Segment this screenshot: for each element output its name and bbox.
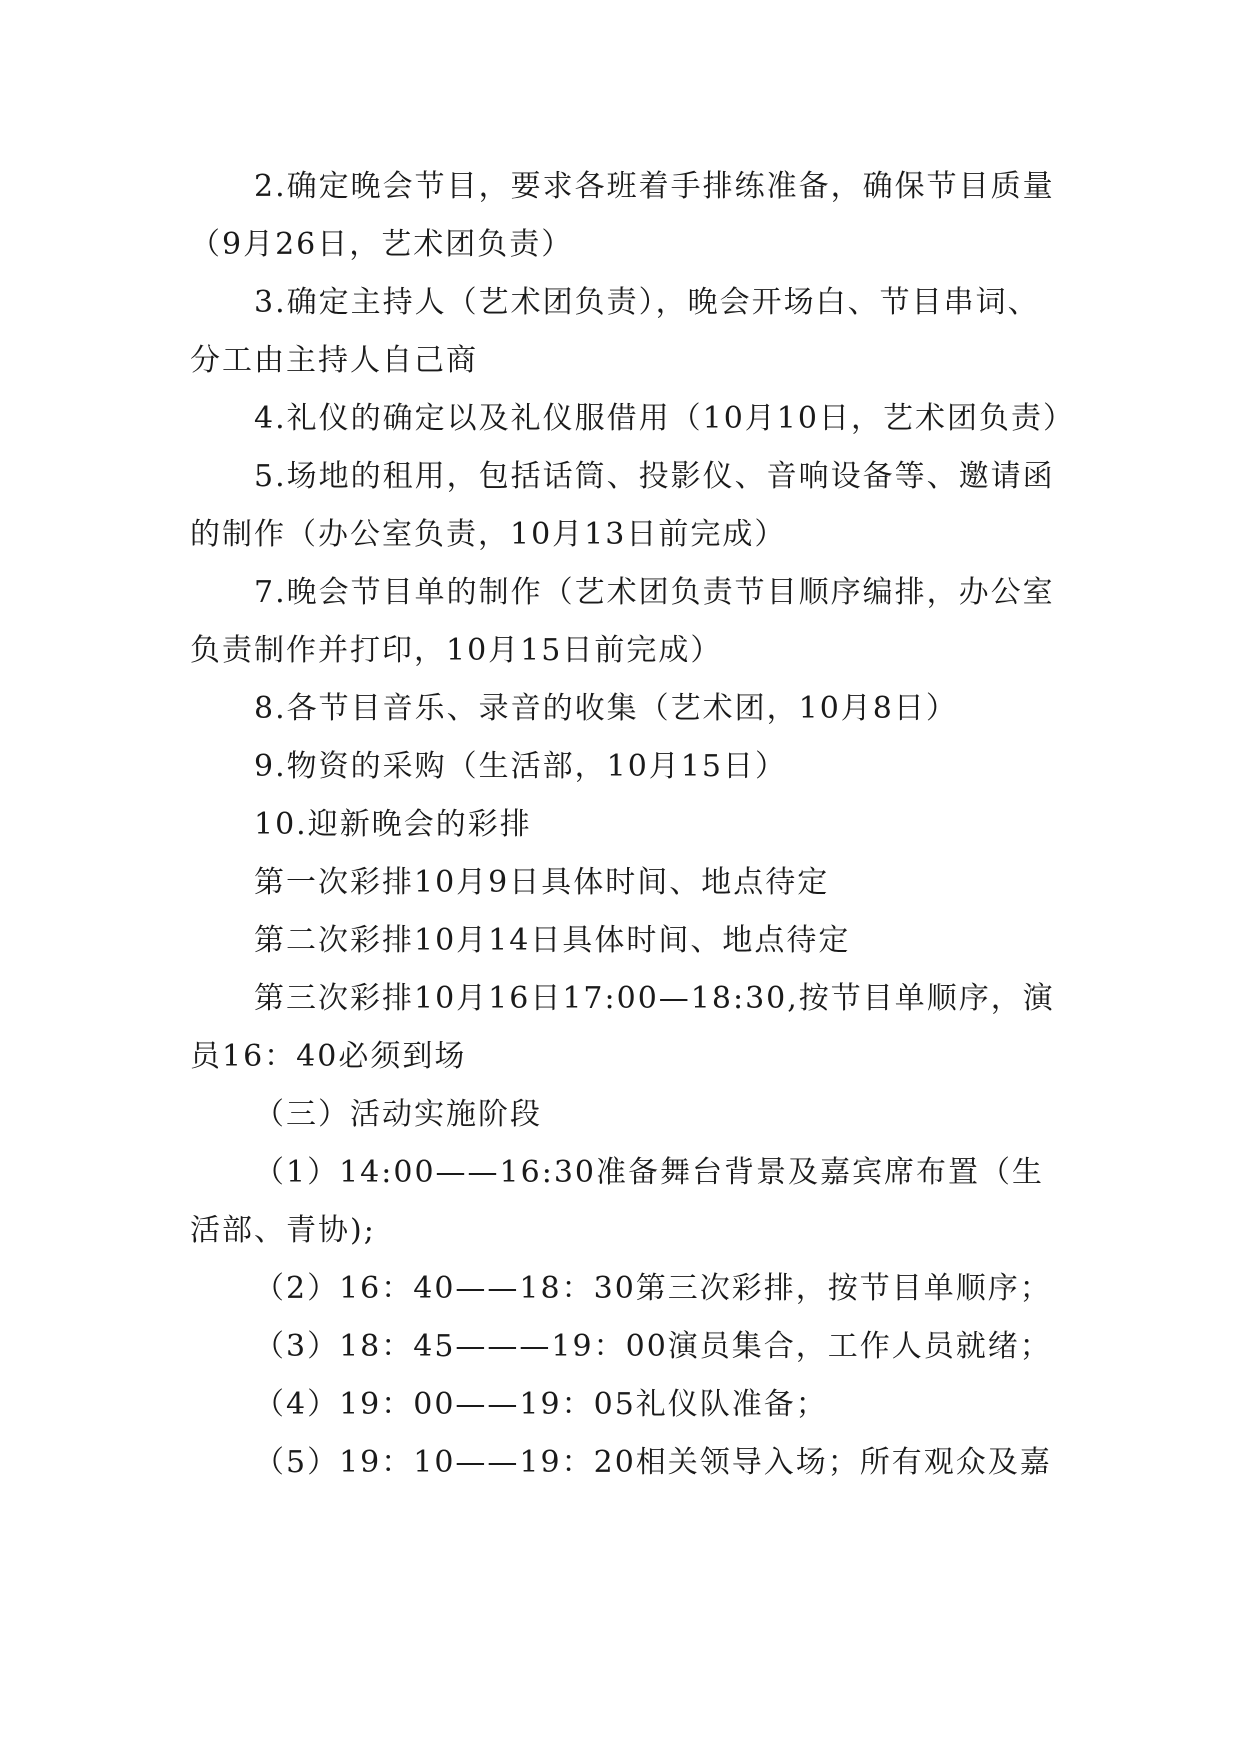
paragraph-item-4: 4.礼仪的确定以及礼仪服借用（10月10日，艺术团负责） [254, 401, 1075, 436]
paragraph-item-9: 9.物资的采购（生活部，10月15日） [254, 749, 787, 784]
schedule-item-5: （5）19：10——19：20相关领导入场；所有观众及嘉 [254, 1445, 1052, 1480]
rehearsal-first: 第一次彩排10月9日具体时间、地点待定 [254, 865, 830, 900]
schedule-item-4: （4）19：00——19：05礼仪队准备； [254, 1387, 828, 1422]
rehearsal-third: 第三次彩排10月16日17:00—18:30,按节目单顺序，演员16：40必须到场 [190, 981, 1055, 1074]
paragraph-item-8: 8.各节目音乐、录音的收集（艺术团，10月8日） [254, 691, 958, 726]
paragraph-item-10: 10.迎新晚会的彩排 [254, 807, 532, 842]
paragraph-item-2: 2.确定晚会节目，要求各班着手排练准备，确保节目质量（9月26日，艺术团负责） [190, 169, 1055, 262]
document-body [190, 158, 1075, 1492]
schedule-item-3: （3）18：45———19：00演员集合，工作人员就绪； [254, 1329, 1052, 1364]
paragraph-item-5: 5.场地的租用，包括话筒、投影仪、音响设备等、邀请函的制作（办公室负责，10月13日前完成） [190, 459, 1055, 552]
section-heading-implementation: （三）活动实施阶段 [254, 1097, 542, 1132]
paragraph-item-3: 3.确定主持人（艺术团负责），晚会开场白、节目串词、分工由主持人自己商 [190, 285, 1040, 378]
paragraph-item-7: 7.晚会节目单的制作（艺术团负责节目顺序编排，办公室负责制作并打印，10月15日前完成） [190, 575, 1055, 668]
rehearsal-second: 第二次彩排10月14日具体时间、地点待定 [254, 923, 851, 958]
schedule-item-1: （1）14:00——16:30准备舞台背景及嘉宾席布置（生活部、青协); [190, 1155, 1044, 1248]
schedule-item-2: （2）16：40——18：30第三次彩排，按节目单顺序； [254, 1271, 1052, 1306]
